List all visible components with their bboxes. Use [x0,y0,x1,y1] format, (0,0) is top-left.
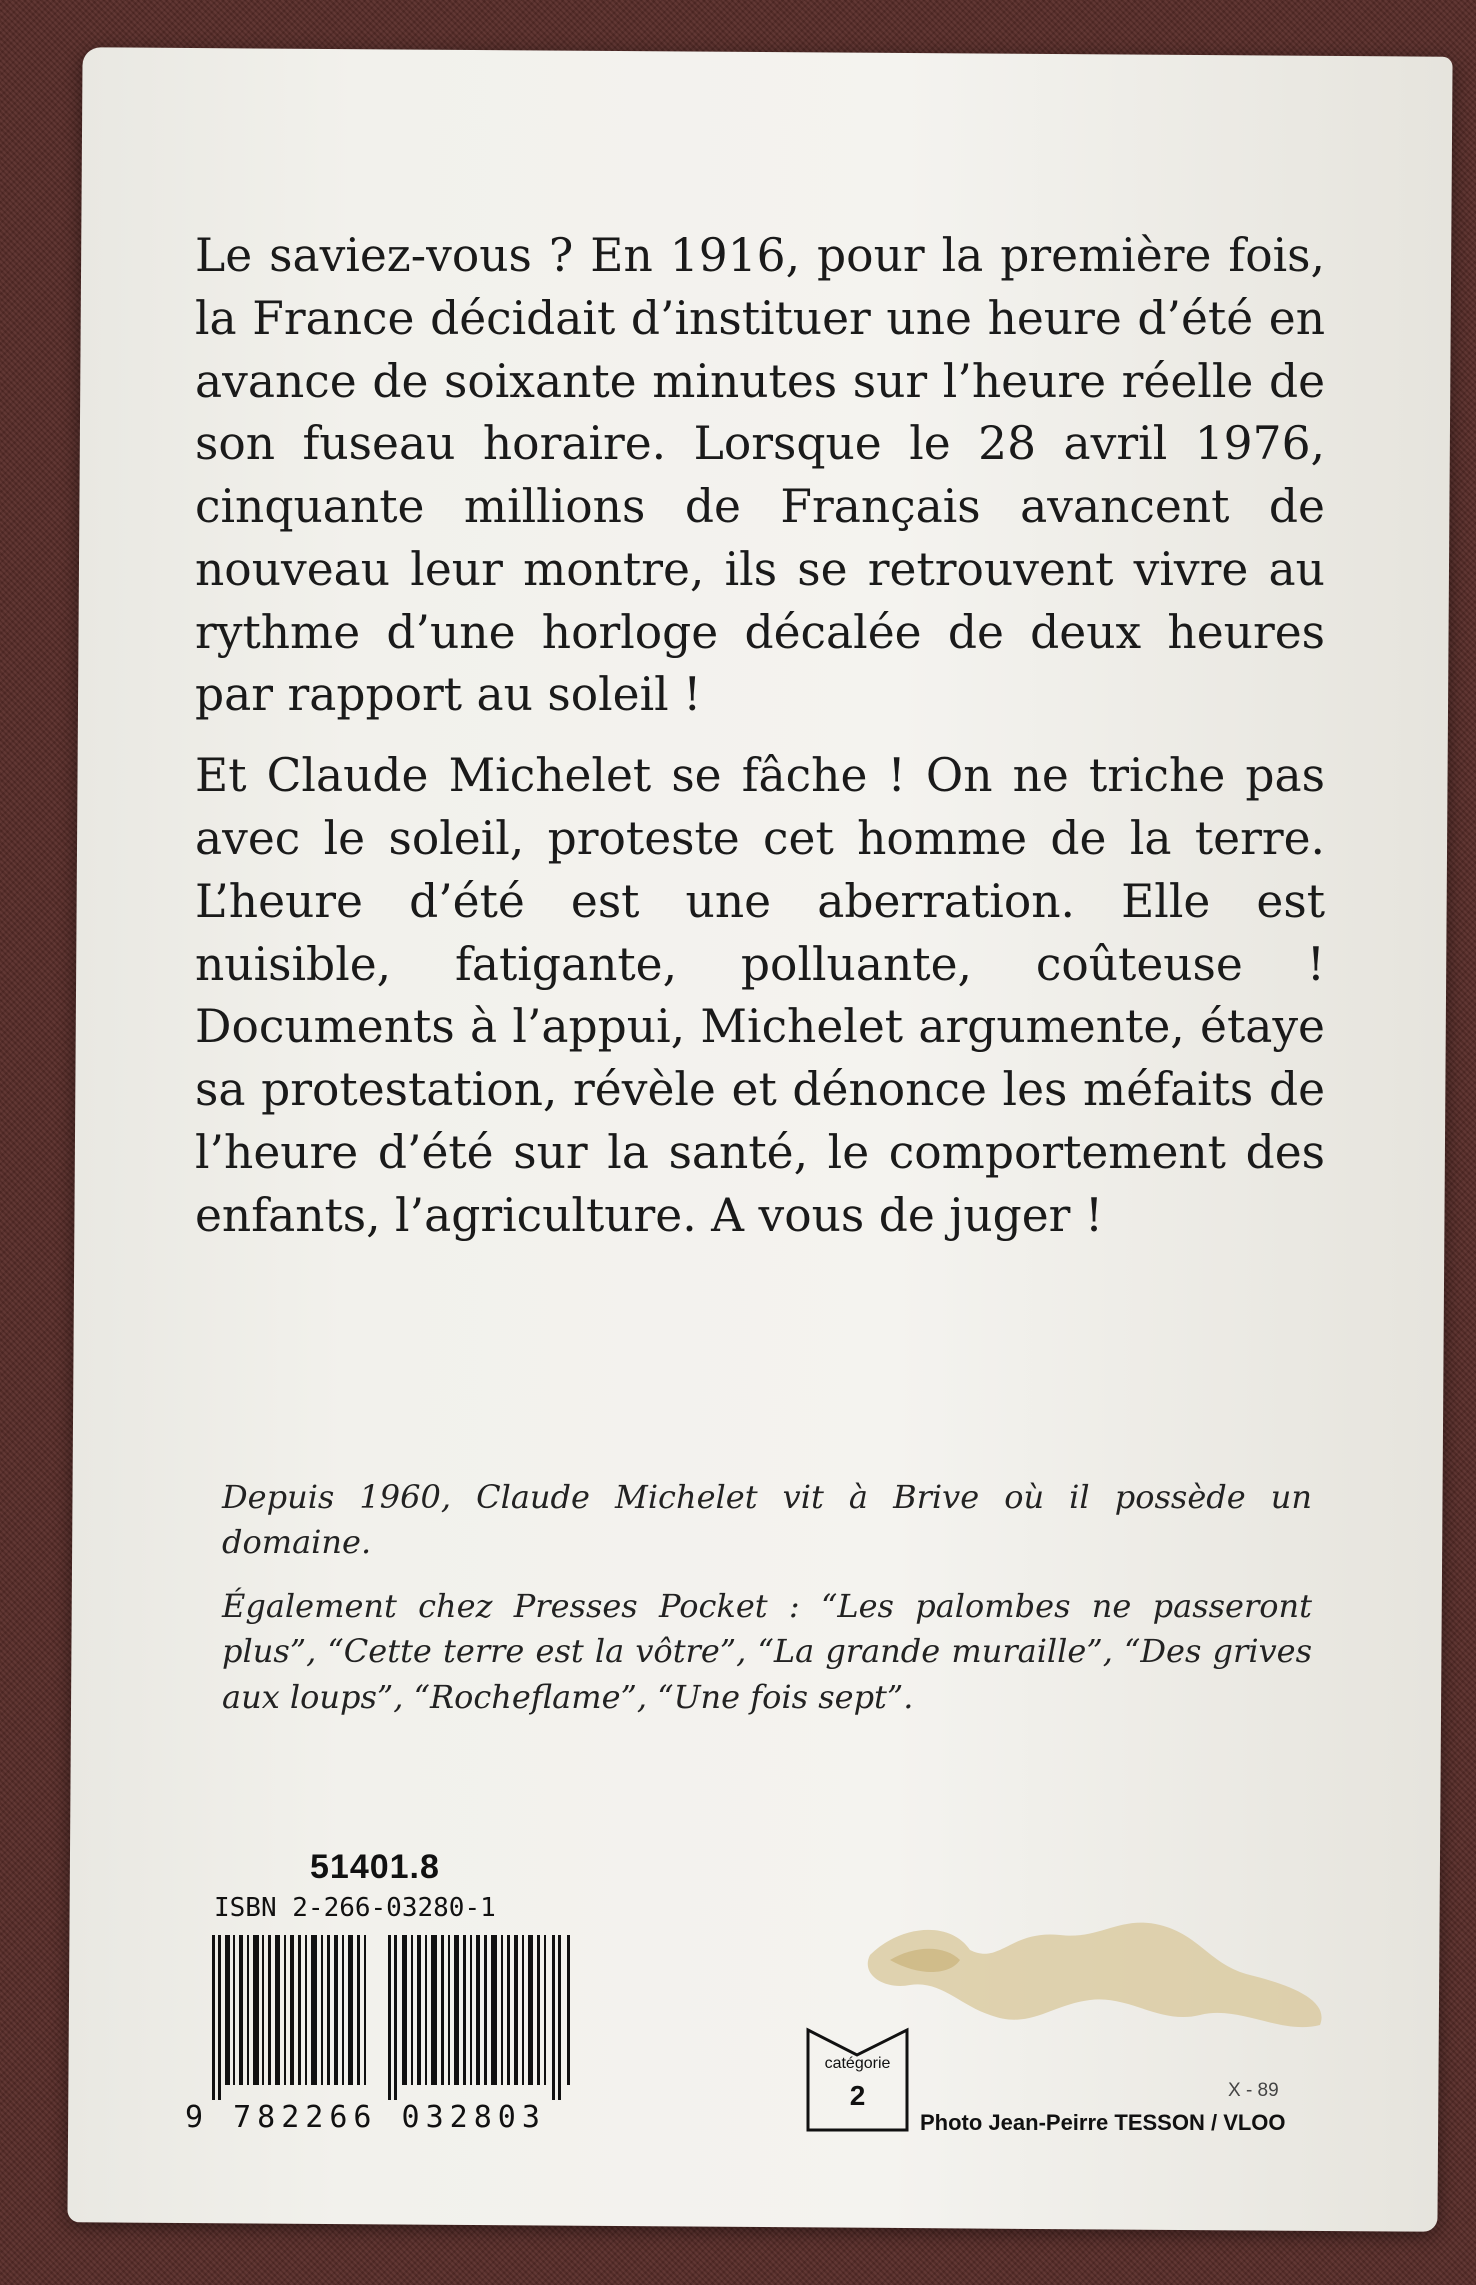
isbn: ISBN 2-266-03280-1 [214,1893,496,1923]
author-note [222,1475,1312,1738]
other-books: Également chez Presses Pocket : “Les palombes ne passeront plus”, “Cette terre est la vôtre”, “La grande muraille”, “Des grives aux loups”, “Rocheflame”, “Une fois sept”. [222,1586,1312,1716]
barcode-digits: 9 782266 032803 [185,2100,546,2135]
paper-damage-stain [860,1905,1340,2045]
barcode [212,1935,574,2100]
blurb-paragraph: Le saviez-vous ? En 1916, pour la première fois, la France décidait d’instituer une heure d’été en avance de soixante minutes sur l’heure réelle de son fuseau horaire. Lorsque le 28 avril 1976, cinquante millions de Français avancent de nouveau leur montre, ils se retrouvent vivre au rythme d’une horloge décalée de deux heures par rapport au soleil ! [195,229,1325,722]
blurb-text [195,225,1325,1266]
category-label: catégorie [824,2055,891,2072]
blurb-paragraph: Et Claude Michelet se fâche ! On ne triche pas avec le soleil, proteste cet homme de la terre. L’heure d’été est une aberration. Elle est nuisible, fatigante, polluante, coûteuse ! Documents à l’appui, Michelet argumente, étaye sa protestation, révèle et dénonce les méfaits de l’heure d’été sur la santé, le comportement des enfants, l’agriculture. A vous de juger ! [195,749,1325,1242]
publisher-code: 51401.8 [310,1848,440,1886]
photo-credit: Photo Jean-Peirre TESSON / VLOO [920,2110,1286,2135]
category-number: 2 [849,2080,866,2111]
author-bio: Depuis 1960, Claude Michelet vit à Brive où il possède un domaine. [222,1478,1312,1562]
print-code: X - 89 [1228,2080,1279,2101]
